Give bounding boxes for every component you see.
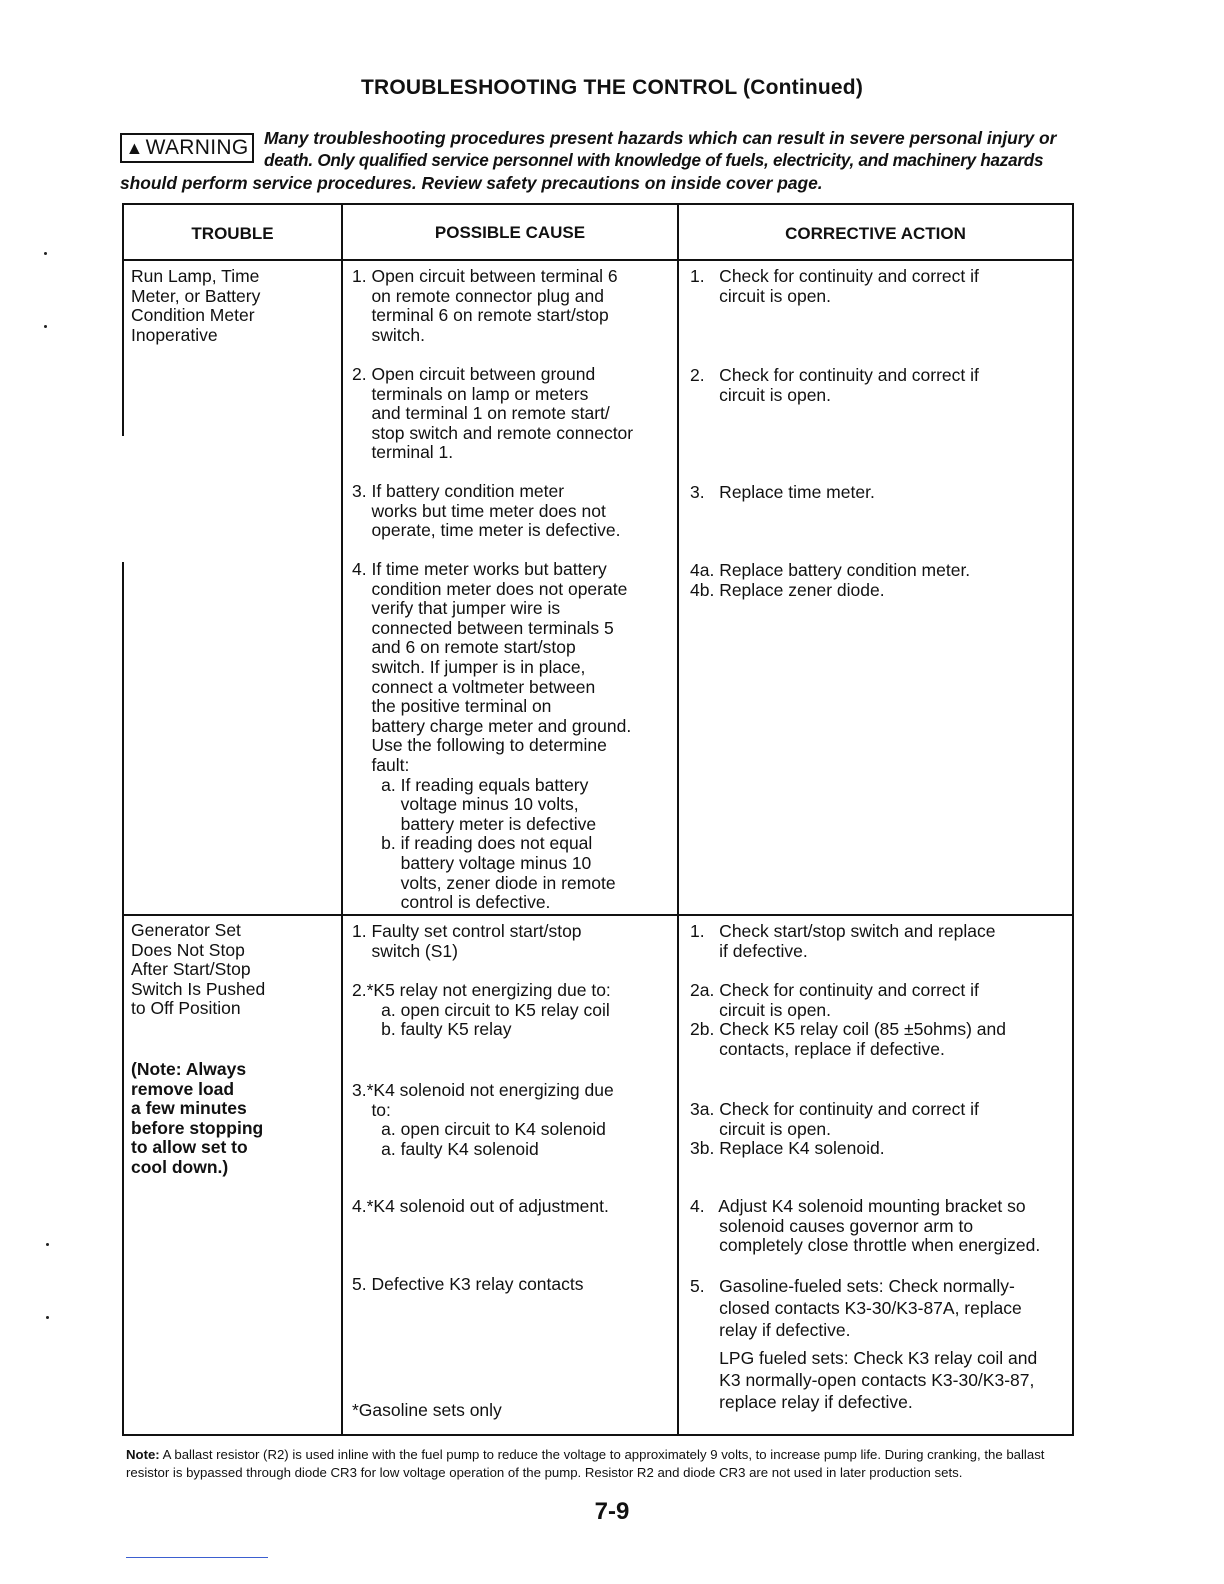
page-number: 7-9 bbox=[594, 1498, 630, 1525]
row1-action-2: 2. Check for continuity and correct if circuit is open. bbox=[690, 365, 979, 405]
scan-speck bbox=[46, 1316, 49, 1319]
warning-text-line-2: death. Only qualified service personnel with knowledge of fuels, electricity, and machinery hazards bbox=[264, 151, 1044, 170]
row2-cause-1: 1. Faulty set control start/stop switch (S1) bbox=[352, 921, 582, 961]
table-border-right bbox=[1072, 203, 1074, 1436]
row1-cause-3: 3. If battery condition meter works but time meter does not operate, time meter is defective. bbox=[352, 481, 621, 541]
row2-action-3: 3a. Check for continuity and correct if circuit is open. 3b. Replace K4 solenoid. bbox=[690, 1099, 979, 1159]
warning-badge-label: WARNING bbox=[145, 136, 249, 159]
row2-trouble-note: (Note: Always remove load a few minutes before stopping to allow set to cool down.) bbox=[131, 1059, 264, 1177]
warning-triangle-icon: ▲ bbox=[125, 137, 144, 158]
table-border-left-lower bbox=[122, 562, 124, 1436]
row2-trouble: Generator Set Does Not Stop After Start/Stop Switch Is Pushed to Off Position bbox=[131, 920, 266, 1019]
ballast-resistor-note bbox=[126, 1446, 1076, 1482]
table-header-divider bbox=[122, 259, 1074, 261]
scan-speck bbox=[46, 1243, 49, 1246]
table-row-divider bbox=[122, 914, 1074, 916]
row1-cause-4: 4. If time meter works but battery condition meter does not operate verify that jumper wire is connected between terminals 5 and 6 on remote start/stop switch. If jumper is in place, connect a voltmeter between the positive terminal on battery charge meter and ground. Use the following to determine fault: a. If reading equals battery voltage minus 10 volts, battery meter is defective b. if reading does not equal battery voltage minus 10 volts, zener diode in remote control is defective. bbox=[352, 559, 632, 913]
table-column-divider-1 bbox=[341, 203, 343, 1436]
warning-text-line-1: Many troubleshooting procedures present hazards which can result in severe personal injury or bbox=[264, 128, 1057, 148]
row1-trouble: Run Lamp, Time Meter, or Battery Condition Meter Inoperative bbox=[131, 266, 261, 345]
row1-action-4: 4a. Replace battery condition meter. 4b. Replace zener diode. bbox=[690, 560, 971, 600]
warning-text-line-3: should perform service procedures. Review safety precautions on inside cover page. bbox=[120, 173, 823, 193]
note-label: Note: bbox=[126, 1447, 160, 1462]
row2-cause-5: 5. Defective K3 relay contacts bbox=[352, 1274, 584, 1294]
row2-cause-2: 2.*K5 relay not energizing due to: a. open circuit to K5 relay coil b. faulty K5 relay bbox=[352, 980, 611, 1040]
row2-action-4: 4. Adjust K4 solenoid mounting bracket so solenoid causes governor arm to completely close throttle when energized. bbox=[690, 1196, 1041, 1256]
note-text: A ballast resistor (R2) is used inline with the fuel pump to reduce the voltage to approximately 9 volts, to increase pump life. During cranking, the ballast resistor is bypassed through diode CR3 for low voltage operation of the pump. Resistor R2 and diode CR3 are not used in later production sets. bbox=[126, 1447, 1045, 1480]
page-title: TROUBLESHOOTING THE CONTROL (Continued) bbox=[360, 76, 864, 99]
footer-rule bbox=[126, 1557, 268, 1558]
row2-action-2: 2a. Check for continuity and correct if circuit is open. 2b. Check K5 relay coil (85 ±5ohms) and contacts, replace if defective. bbox=[690, 980, 1007, 1059]
table-border-top bbox=[122, 203, 1074, 205]
row1-cause-2: 2. Open circuit between ground terminals on lamp or meters and terminal 1 on remote start/ stop switch and remote connector terminal 1. bbox=[352, 364, 634, 463]
row2-action-6: LPG fueled sets: Check K3 relay coil and K3 normally-open contacts K3-30/K3-87, replace relay if defective. bbox=[719, 1348, 1038, 1412]
header-trouble: TROUBLE bbox=[191, 224, 274, 243]
header-corrective-action: CORRECTIVE ACTION bbox=[785, 224, 966, 243]
row2-cause-4: 4.*K4 solenoid out of adjustment. bbox=[352, 1196, 609, 1216]
row2-footnote: *Gasoline sets only bbox=[352, 1400, 502, 1420]
scan-speck bbox=[44, 325, 47, 328]
table-column-divider-2 bbox=[677, 203, 679, 1436]
row2-cause-3: 3.*K4 solenoid not energizing due to: a. open circuit to K4 solenoid a. faulty K4 solenoid bbox=[352, 1080, 614, 1159]
header-possible-cause: POSSIBLE CAUSE bbox=[434, 223, 586, 242]
row1-action-3: 3. Replace time meter. bbox=[690, 482, 875, 502]
row2-action-1: 1. Check start/stop switch and replace if defective. bbox=[690, 921, 996, 961]
table-border-bottom bbox=[122, 1434, 1074, 1436]
row2-action-5: 5. Gasoline-fueled sets: Check normally- closed contacts K3-30/K3-87A, replace relay if defective. bbox=[690, 1276, 1022, 1340]
scan-speck bbox=[44, 252, 47, 255]
row1-action-1: 1. Check for continuity and correct if circuit is open. bbox=[690, 266, 979, 306]
row1-cause-1: 1. Open circuit between terminal 6 on remote connector plug and terminal 6 on remote start/stop switch. bbox=[352, 266, 618, 345]
warning-badge bbox=[120, 133, 254, 163]
